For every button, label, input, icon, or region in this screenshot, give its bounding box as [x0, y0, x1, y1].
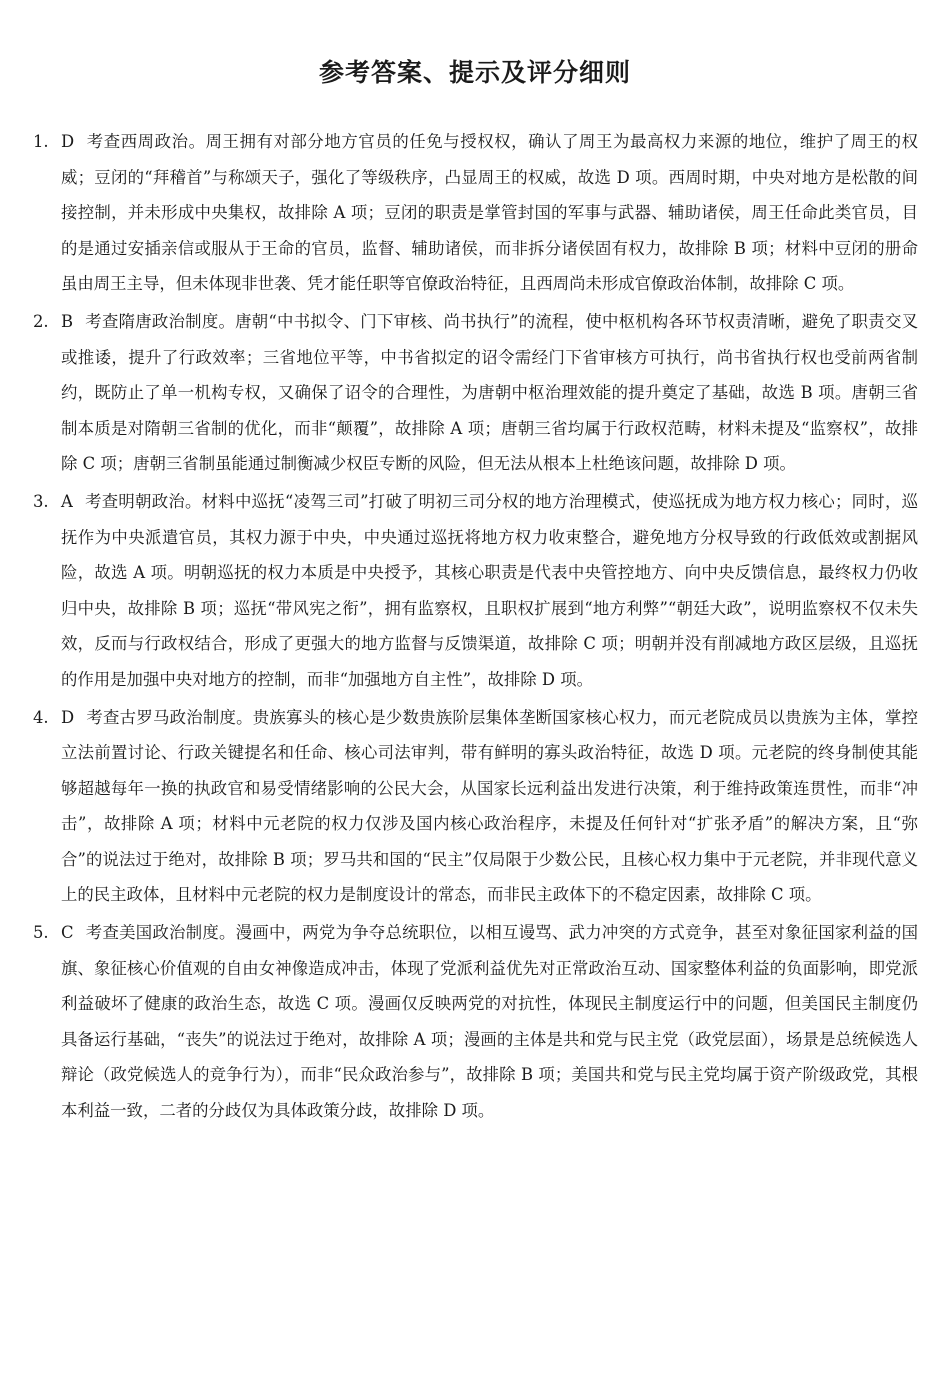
item-explanation: 考查古罗马政治制度。贵族寡头的核心是少数贵族阶层集体垄断国家核心权力，而元老院成员以贵族为主体，掌控立法前置讨论、行政关键提名和任命、核心司法审判，带有鲜明的寡头政治特征，故选 D 项。元老院的终身制使其能够超越每年一换的执政官和易受情绪影响的公民大会，从国家长远利益出发进行决策，利于维持政策连贯性，而非“冲击”，故排除 A 项；材料中元老院的权力仅涉及国内核心政治程序，未提及任何针对“扩张矛盾”的解决方案，且“弥合”的说法过于绝对，故排除 B 项；罗马共和国的“民主”仅局限于少数公民，且核心权力集中于元老院，并非现代意义上的民主政体，且材料中元老院的权力是制度设计的常态，而非民主政体下的不稳定因素，故排除 C 项。	[61, 707, 918, 905]
answer-list	[33, 124, 918, 1131]
answer-item-1	[33, 124, 918, 302]
page-title: 参考答案、提示及评分细则	[318, 58, 631, 87]
answer-item-3	[33, 484, 918, 698]
item-number: 1.	[33, 132, 49, 151]
item-number: 3.	[33, 491, 49, 511]
item-answer: B	[61, 311, 74, 331]
answer-item-4	[33, 700, 918, 914]
item-answer: A	[61, 491, 73, 511]
item-explanation: 考查明朝政治。材料中巡抚“凌驾三司”打破了明初三司分权的地方治理模式，使巡抚成为地方权力核心；同时，巡抚作为中央派遣官员，其权力源于中央，中央通过巡抚将地方权力收束整合，避免地方分权导致的行政低效或割据风险，故选 A 项。明朝巡抚的权力本质是中央授予，其核心职责是代表中央管控地方、向中央反馈信息，最终权力仍收归中央，故排除 B 项；巡抚“带风宪之衔”，拥有监察权，且职权扩展到“地方利弊”“朝廷大政”，说明监察权不仅未失效，反而与行政权结合，形成了更强大的地方监督与反馈渠道，故排除 C 项；明朝并没有削减地方政区层级，且巡抚的作用是加强中央对地方的控制，而非“加强地方自主性”，故排除 D 项。	[61, 491, 918, 689]
item-explanation: 考查西周政治。周王拥有对部分地方官员的任免与授权权，确认了周王为最高权力来源的地位，维护了周王的权威；豆闭的“拜稽首”与称颂天子，强化了等级秩序，凸显周王的权威，故选 D 项。西周时期，中央对地方是松散的间接控制，并未形成中央集权，故排除 A 项；豆闭的职责是掌管封国的军事与武器、辅助诸侯，周王任命此类官员，目的是通过安插亲信或服从于王命的官员，监督、辅助诸侯，而非拆分诸侯固有权力，故排除 B 项；材料中豆闭的册命虽由周王主导，但未体现非世袭、凭才能任职等官僚政治特征，且西周尚未形成官僚政治体制，故排除 C 项。	[61, 132, 918, 294]
item-explanation: 考查美国政治制度。漫画中，两党为争夺总统职位，以相互谩骂、武力冲突的方式竞争，甚至对象征国家利益的国旗、象征核心价值观的自由女神像造成冲击，体现了党派利益优先对正常政治互动、国家整体利益的负面影响，即党派利益破坏了健康的政治生态，故选 C 项。漫画仅反映两党的对抗性，体现民主制度运行中的问题，但美国民主制度仍具备运行基础，“丧失”的说法过于绝对，故排除 A 项；漫画的主体是共和党与民主党（政党层面），场景是总统候选人辩论（政党候选人的竞争行为），而非“民众政治参与”，故排除 B 项；美国共和党与民主党均属于资产阶级政党，其根本利益一致，二者的分歧仅为具体政策分歧，故排除 D 项。	[61, 923, 918, 1121]
item-explanation: 考查隋唐政治制度。唐朝“中书拟令、门下审核、尚书执行”的流程，使中枢机构各环节权责清晰，避免了职责交叉或推诿，提升了行政效率；三省地位平等，中书省拟定的诏令需经门下省审核方可执行，尚书省执行权也受前两省制约，既防止了单一机构专权，又确保了诏令的合理性，为唐朝中枢治理效能的提升奠定了基础，故选 B 项。唐朝三省制本质是对隋朝三省制的优化，而非“颠覆”，故排除 A 项；唐朝三省均属于行政权范畴，材料未提及“监察权”，故排除 C 项；唐朝三省制虽能通过制衡减少权臣专断的风险，但无法从根本上杜绝该问题，故排除 D 项。	[61, 311, 918, 474]
item-answer: D	[61, 132, 75, 151]
answer-item-2	[33, 304, 918, 482]
answer-item-5	[33, 915, 918, 1129]
item-number: 5.	[33, 923, 49, 943]
item-answer: D	[61, 707, 75, 727]
item-number: 4.	[33, 707, 49, 727]
item-answer: C	[61, 923, 74, 943]
item-number: 2.	[33, 311, 49, 331]
